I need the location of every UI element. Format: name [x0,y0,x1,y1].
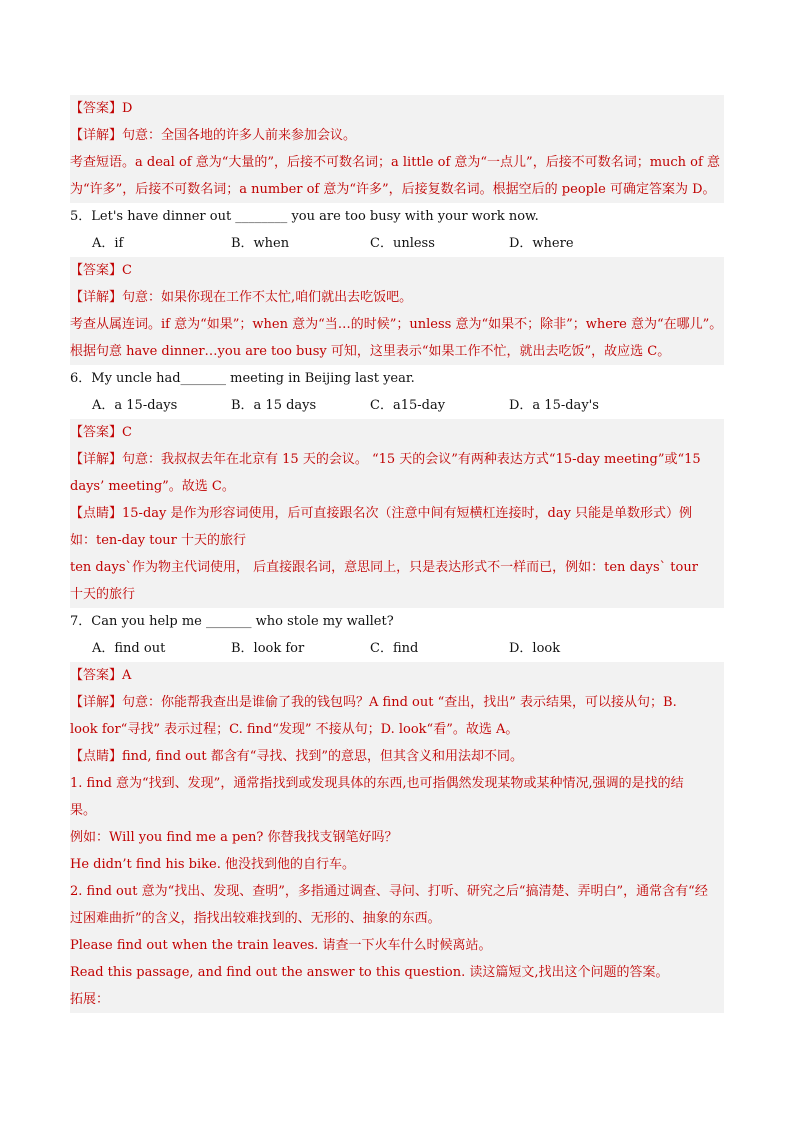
question-stem: 6．My uncle had_______ meeting in Beijing last year. [70,371,415,386]
section-tag: 【详解】 [70,128,123,143]
option-item: B．a 15 days [231,398,317,413]
answer-explanation-block [70,95,724,203]
explanation-text: 句意：你能帮我查出是谁偷了我的钱包吗？A find out “查出，找出” 表示结果，可以接从句；B. [122,695,677,710]
explanation-line [70,905,724,932]
explanation-line [70,284,724,311]
option-item: C．find [370,641,419,656]
explanation-line [70,473,724,500]
explanation-text: 1. find 意为“找到、发现”，通常指找到或发现具体的东西,也可指偶然发现某物或某种情况,强调的是找的结 [70,776,684,791]
option-item: B．look for [231,641,305,656]
explanation-text: D [122,101,133,116]
explanation-line [70,770,724,797]
explanation-text: 句意：我叔叔去年在北京有 15 天的会议。 “15 天的会议”有两种表达方式“15-day meeting”或“15 [122,452,701,467]
explanation-text: 例如：Will you find me a pen? 你替我找支钢笔好吗？ [70,830,398,845]
section-tag: 【详解】 [70,452,123,467]
section-tag: 【答案】 [70,263,123,278]
answer-explanation-block [70,257,724,365]
explanation-text: days’ meeting”。故选 C。 [70,479,235,494]
question-options [70,392,724,419]
explanation-text: ten days`作为物主代词使用， 后直接跟名词，意思同上，只是表达形式不一样而已，例如：ten days` tour [70,560,698,575]
section-tag: 【点睛】 [70,506,123,521]
explanation-text: 果。 [70,803,97,818]
document-body [70,95,724,1013]
option-item: C．unless [370,236,435,251]
explanation-line [70,257,724,284]
explanation-text: C [122,263,132,278]
explanation-text: 2. find out 意为“找出、发现、查明”，多指通过调查、寻问、打听、研究之后“搞清楚、弄明白”，通常含有“经 [70,884,708,899]
explanation-text: 拓展： [70,992,110,1007]
explanation-text: 考查短语。a deal of 意为“大量的”，后接不可数名词；a little of 意为“一点儿”，后接不可数名词；much of 意 [70,155,720,170]
explanation-line [70,500,724,527]
option-item: A．a 15-days [92,398,178,413]
question-options [70,635,724,662]
explanation-line [70,797,724,824]
explanation-line [70,959,724,986]
option-item: A．find out [92,641,166,656]
explanation-line [70,554,724,581]
question-stem: 5．Let's have dinner out ________ you are too busy with your work now. [70,209,539,224]
option-item: A．if [92,236,124,251]
explanation-text: find, find out 都含有“寻找、找到”的意思，但其含义和用法却不同。 [122,749,523,764]
explanation-line [70,95,724,122]
section-tag: 【详解】 [70,290,123,305]
explanation-line [70,527,724,554]
explanation-line [70,878,724,905]
explanation-text: 15-day 是作为形容词使用，后可直接跟名次（注意中间有短横杠连接时，day 只能是单数形式）例 [122,506,693,521]
explanation-text: He didn’t find his bike. 他没找到他的自行车。 [70,857,355,872]
answer-explanation-block [70,419,724,608]
option-item: B．when [231,236,290,251]
explanation-line [70,446,724,473]
explanation-text: Please find out when the train leaves. 请查一下火车什么时候离站。 [70,938,492,953]
explanation-line [70,932,724,959]
option-item: D．where [509,236,574,251]
explanation-line [70,986,724,1013]
explanation-line [70,419,724,446]
explanation-text: 十天的旅行 [70,587,136,602]
explanation-text: 根据句意 have dinner…you are too busy 可知，这里表示“如果工作不忙，就出去吃饭”，故应选 C。 [70,344,671,359]
section-tag: 【点睛】 [70,749,123,764]
explanation-line [70,311,724,338]
explanation-text: 句意：全国各地的许多人前来参加会议。 [122,128,357,143]
answer-explanation-block [70,662,724,1013]
explanation-text: 为“许多”，后接不可数名词；a number of 意为“许多”，后接复数名词。根据空后的 people 可确定答案为 D。 [70,182,716,197]
option-item: D．a 15-day's [509,398,599,413]
explanation-text: 句意：如果你现在工作不太忙,咱们就出去吃饭吧。 [122,290,413,305]
explanation-line [70,176,724,203]
explanation-line [70,122,724,149]
section-tag: 【答案】 [70,101,123,116]
section-tag: 【详解】 [70,695,123,710]
section-tag: 【答案】 [70,668,123,683]
explanation-line [70,338,724,365]
explanation-text: Read this passage, and find out the answer to this question. 读这篇短文,找出这个问题的答案。 [70,965,669,980]
question-stem: 7．Can you help me _______ who stole my wallet? [70,614,394,629]
explanation-text: A [122,668,132,683]
explanation-text: C [122,425,132,440]
explanation-line [70,743,724,770]
explanation-line [70,581,724,608]
explanation-line [70,716,724,743]
explanation-line [70,824,724,851]
explanation-text: 考查从属连词。if 意为“如果”；when 意为“当…的时候”；unless 意为“如果不；除非”；where 意为“在哪儿”。 [70,317,723,332]
explanation-text: look for“寻找” 表示过程；C. find“发现” 不接从句；D. look“看”。故选 A。 [70,722,519,737]
option-item: C．a15-day [370,398,446,413]
option-item: D．look [509,641,561,656]
explanation-text: 过困难曲折”的含义，指找出较难找到的、无形的、抽象的东西。 [70,911,441,926]
explanation-text: 如：ten-day tour 十天的旅行 [70,533,247,548]
section-tag: 【答案】 [70,425,123,440]
explanation-line [70,689,724,716]
explanation-line [70,149,724,176]
explanation-line [70,851,724,878]
question-options [70,230,724,257]
explanation-line [70,662,724,689]
